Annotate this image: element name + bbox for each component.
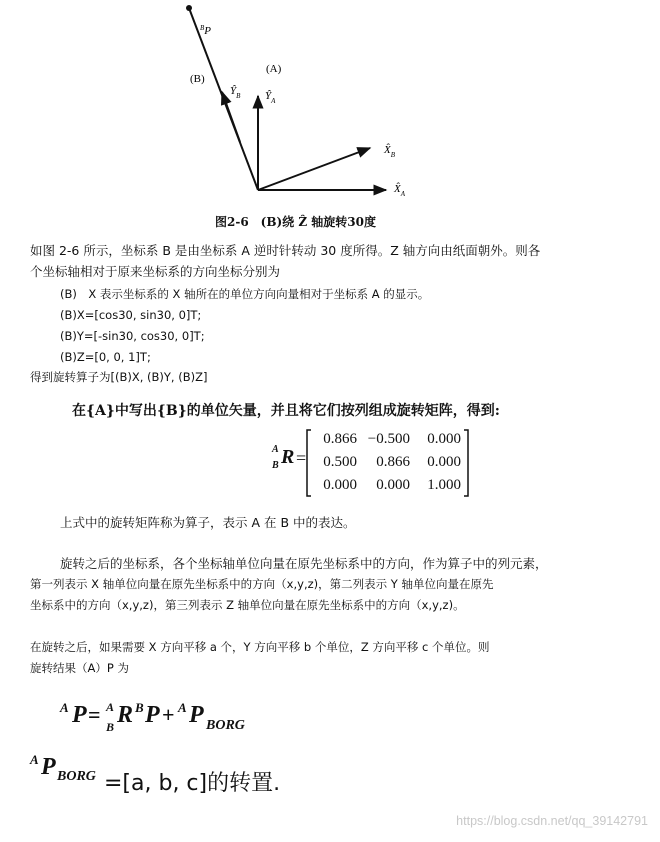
matrix-cell: 0.000 bbox=[376, 477, 410, 493]
final-text: =[a, b, c]的转置. bbox=[104, 771, 281, 796]
book-line: 在{A}中写出{B}的单位矢量，并且将它们按列组成旋转矩阵，得到: bbox=[72, 403, 500, 419]
intro-line1: 如图 2-6 所示，坐标系 B 是由坐标系 A 逆时针转动 30 度所得。Z 轴方向由纸面朝外。则各 bbox=[30, 243, 541, 258]
label-a: (A) bbox=[266, 63, 282, 75]
label-bp: $^B$P bbox=[200, 24, 212, 37]
matrix-cell: 0.866 bbox=[376, 454, 410, 470]
matrix-cell: 0.000 bbox=[427, 454, 461, 470]
para3-line1: 在旋转之后，如果需要 X 方向平移 a 个，Y 方向平移 b 个单位，Z 方向平移 c 个单位。则 bbox=[30, 640, 490, 654]
figure-caption: 图2-6 (B)绕 Ẑ 轴旋转30度 bbox=[215, 215, 376, 229]
label-xb: $X̂_B$ bbox=[384, 144, 396, 159]
axis-xb bbox=[258, 148, 370, 190]
label-yb: $Ŷ_B$ bbox=[230, 85, 241, 100]
para2-line2: 第一列表示 X 轴单位向量在原先坐标系中的方向（x,y,z)，第二列表示 Y 轴单位向量在原先 bbox=[30, 577, 494, 591]
point-p bbox=[186, 5, 192, 11]
b-desc: (B) X 表示坐标系的 X 轴所在的单位方向向量相对于坐标系 A 的显示。 bbox=[60, 287, 430, 301]
matrix-cell: 0.000 bbox=[323, 477, 357, 493]
matrix-cell: 1.000 bbox=[427, 477, 461, 493]
matrix-cell: 0.000 bbox=[427, 431, 461, 447]
rotation-figure bbox=[0, 0, 660, 240]
label-ya: $Ŷ_A$ bbox=[265, 90, 276, 105]
matrix-cell: 0.866 bbox=[323, 431, 357, 447]
para2-line3: 坐标系中的方向（x,y,z)，第三列表示 Z 轴单位向量在原先坐标系中的方向（x,y,z)。 bbox=[30, 598, 465, 612]
para2-line1: 旋转之后的坐标系，各个坐标轴单位向量在原先坐标系中的方向，作为算子中的列元素， bbox=[60, 556, 548, 571]
translation-equation: A P = A B R B P + A P BORG bbox=[60, 700, 245, 734]
label-xa: $X̂_A$ bbox=[394, 183, 406, 198]
intro-line2: 个坐标轴相对于原来坐标系的方向坐标分别为 bbox=[30, 264, 281, 279]
watermark: https://blog.csdn.net/qq_39142791 bbox=[456, 814, 648, 828]
bz-line: (B)Z=[0, 0, 1]T; bbox=[60, 350, 151, 364]
by-line: (B)Y=[-sin30, cos30, 0]T; bbox=[60, 329, 205, 343]
bx-line: (B)X=[cos30, sin30, 0]T; bbox=[60, 308, 202, 322]
operator-note: 上式中的旋转矩阵称为算子，表示 A 在 B 中的表达。 bbox=[60, 515, 356, 530]
matrix-body bbox=[305, 428, 470, 498]
label-b: (B) bbox=[190, 73, 205, 85]
matrix-cell: −0.500 bbox=[367, 431, 410, 447]
pborg-symbol: A P BORG bbox=[30, 752, 96, 784]
result-line: 得到旋转算子为[(B)X, (B)Y, (B)Z] bbox=[30, 370, 208, 384]
matrix-cell: 0.500 bbox=[323, 454, 357, 470]
para3-line2: 旋转结果（A）P 为 bbox=[30, 661, 129, 675]
